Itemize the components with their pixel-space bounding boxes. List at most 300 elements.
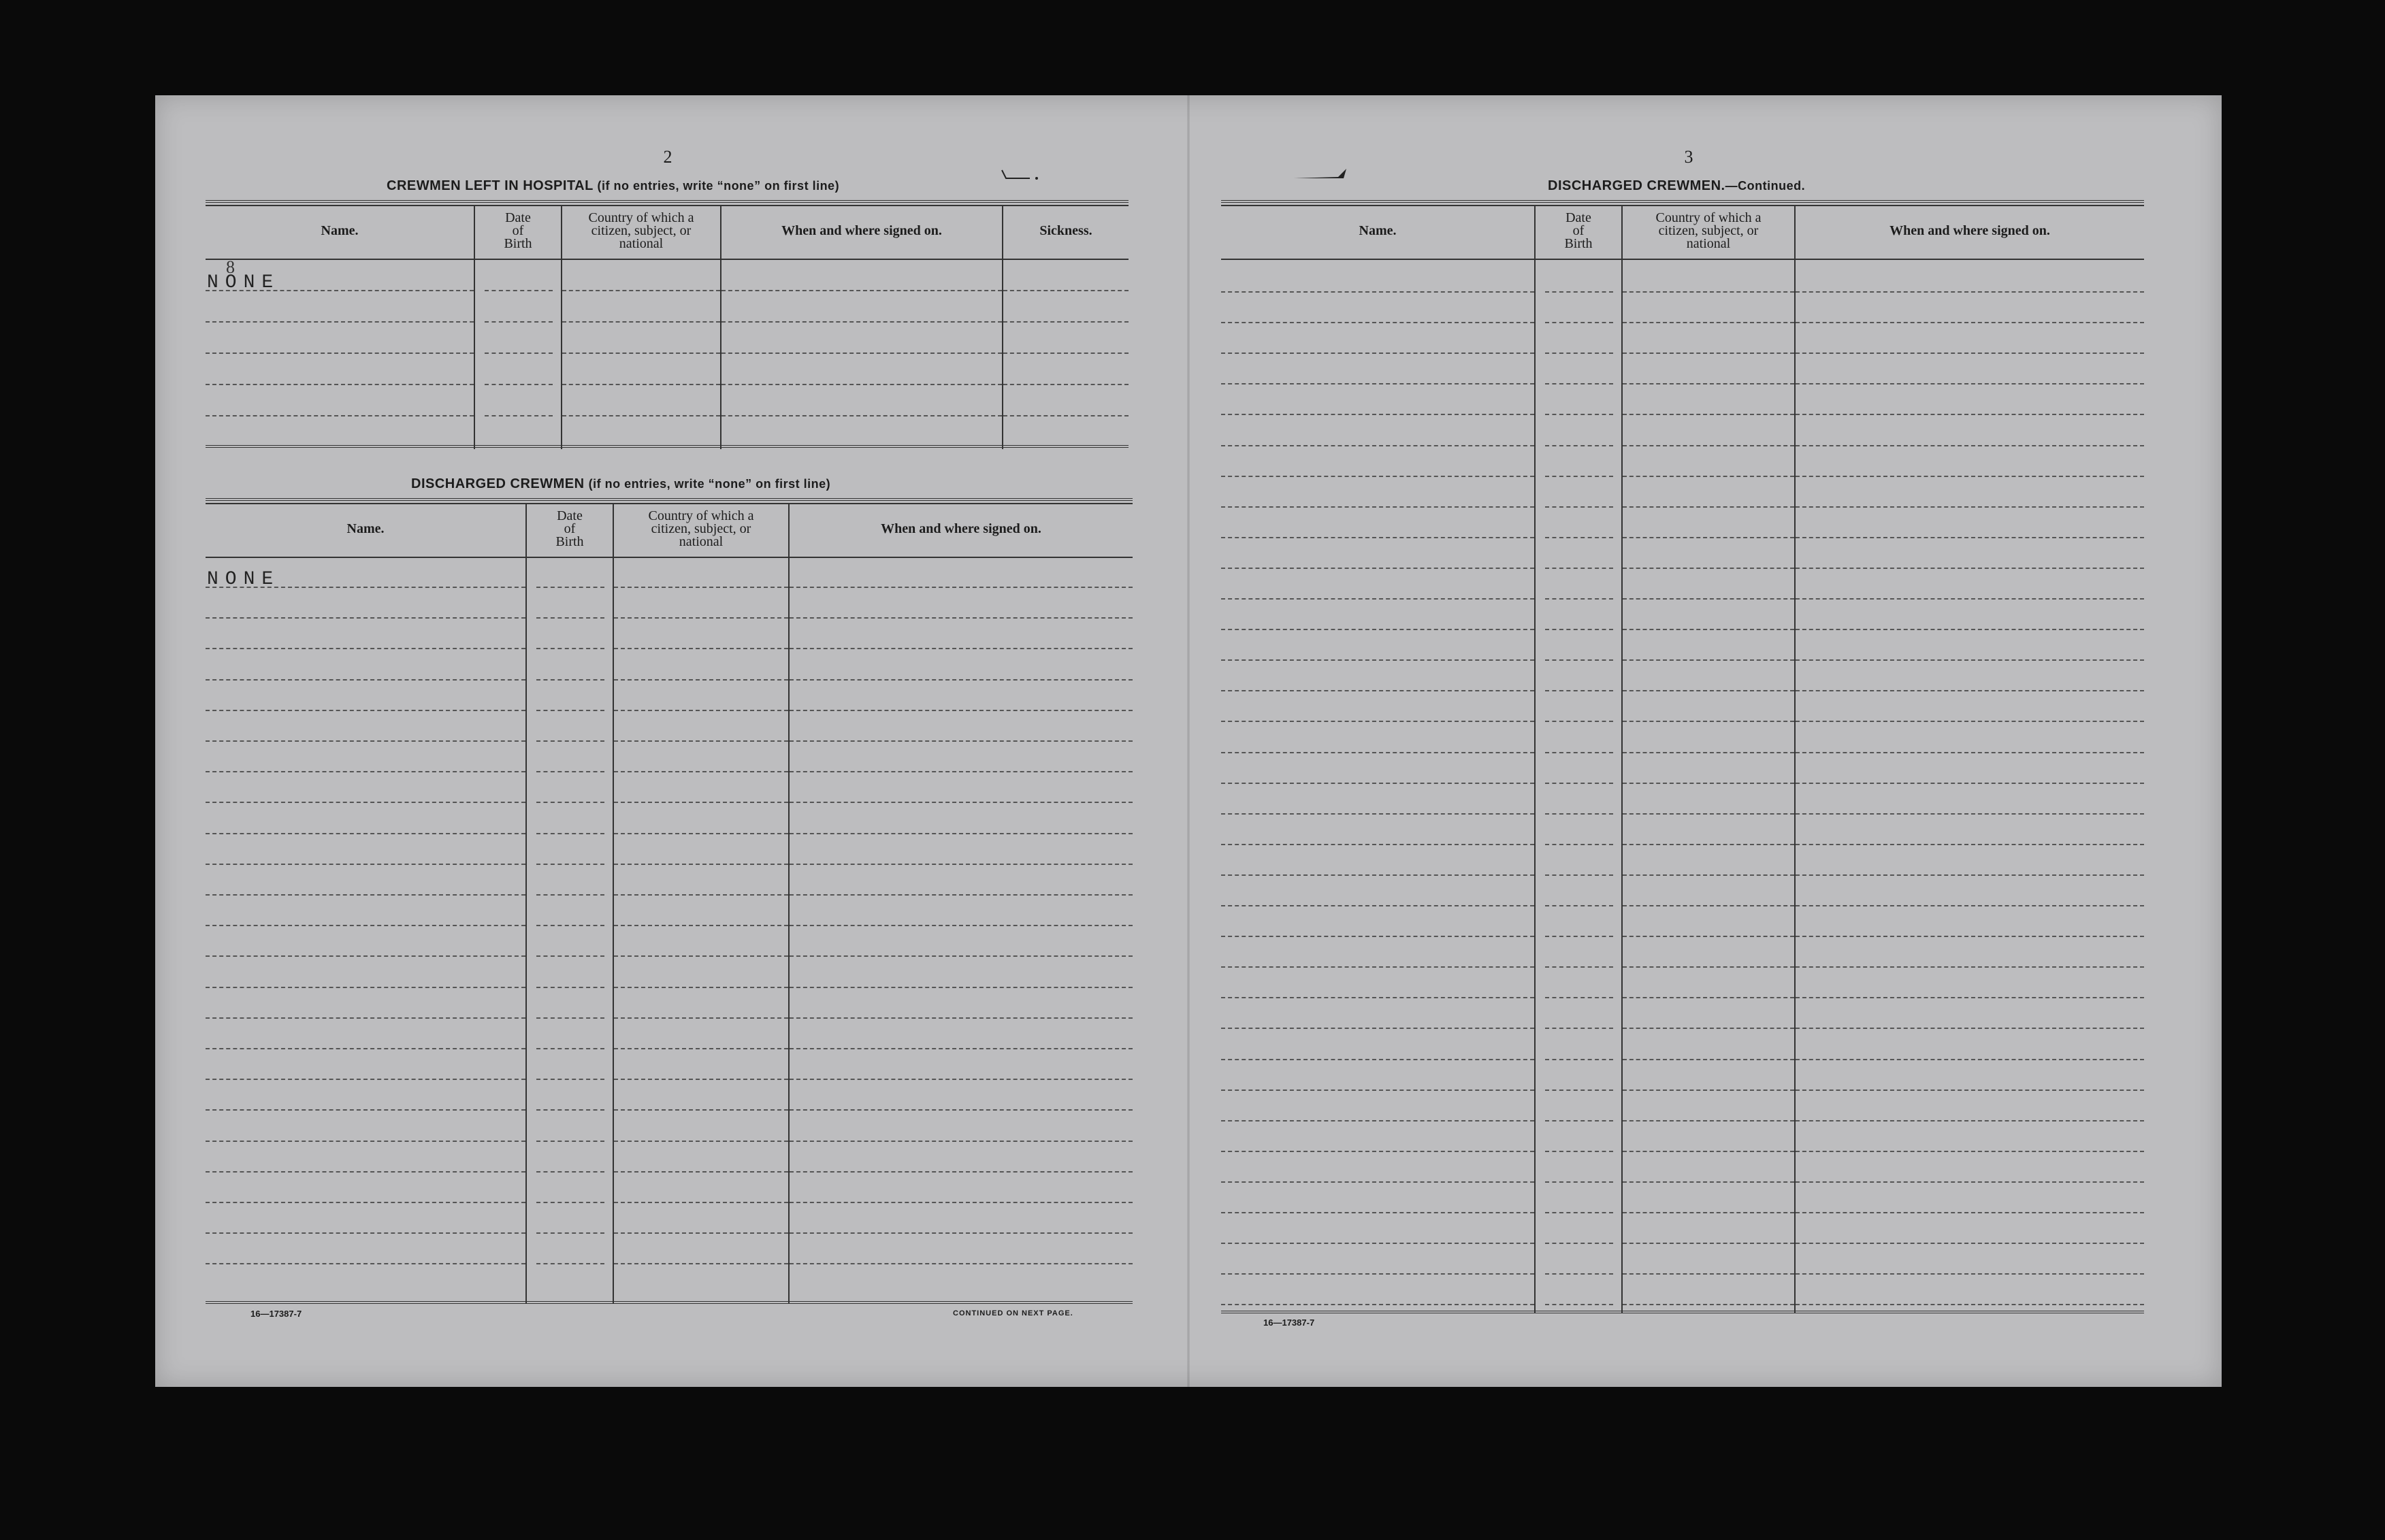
- row-rule: [1545, 476, 1613, 477]
- row-rule: [1796, 874, 2144, 876]
- hospital-table-header: [206, 203, 1129, 260]
- row-rule: [485, 290, 553, 291]
- row-rule: [206, 1017, 525, 1019]
- row-rule: [1221, 322, 1534, 323]
- row-rule: [536, 925, 604, 926]
- row-rule: [1796, 1028, 2144, 1029]
- row-rule: [536, 648, 604, 649]
- row-rule: [790, 987, 1133, 988]
- row-rule: [1796, 813, 2144, 815]
- row-rule: [1545, 1151, 1613, 1152]
- row-rule: [1003, 290, 1129, 291]
- row-rule: [790, 864, 1133, 865]
- row-rule: [1221, 506, 1534, 508]
- row-rule: [790, 955, 1133, 957]
- col-date-of-birth: Date of Birth: [504, 210, 532, 251]
- row-rule: [1221, 997, 1534, 998]
- discharged-section-title: [411, 476, 830, 492]
- row-rule: [1545, 568, 1613, 569]
- row-rule: [1796, 690, 2144, 691]
- row-rule: [790, 710, 1133, 711]
- row-rule: [1623, 414, 1794, 415]
- row-rule: [562, 290, 720, 291]
- row-rule: [614, 802, 788, 803]
- row-rule: [1796, 1243, 2144, 1244]
- row-rule: [1221, 874, 1534, 876]
- row-rule: [1003, 353, 1129, 354]
- row-rule: [1545, 383, 1613, 384]
- col-date-of-birth: Date of Birth: [1564, 210, 1593, 251]
- row-rule: [1545, 629, 1613, 630]
- row-rule: [1221, 1151, 1534, 1152]
- column-divider: [1534, 206, 1536, 1313]
- row-rule: [1796, 966, 2144, 968]
- row-rule: [1796, 752, 2144, 753]
- row-rule: [536, 679, 604, 681]
- row-rule: [1221, 1243, 1534, 1244]
- row-rule: [1545, 598, 1613, 600]
- row-rule: [790, 1202, 1133, 1203]
- row-rule: [206, 1202, 525, 1203]
- row-rule: [1221, 905, 1534, 906]
- row-rule: [1545, 1243, 1613, 1244]
- row-rule: [536, 1109, 604, 1111]
- row-rule: [1796, 936, 2144, 937]
- row-rule: [1623, 506, 1794, 508]
- row-rule: [1796, 537, 2144, 538]
- row-rule: [206, 587, 525, 588]
- row-rule: [1623, 598, 1794, 600]
- row-rule: [1623, 905, 1794, 906]
- row-rule: [614, 1079, 788, 1080]
- row-rule: [206, 1141, 525, 1142]
- table-bottom-rule: [206, 1301, 1133, 1304]
- row-rule: [1221, 813, 1534, 815]
- row-rule: [1796, 476, 2144, 477]
- col-name: Name.: [321, 223, 359, 238]
- column-divider: [1621, 206, 1623, 1313]
- row-rule: [1623, 568, 1794, 569]
- row-rule: [614, 648, 788, 649]
- page-number: 3: [1684, 147, 1693, 167]
- col-name: Name.: [1359, 223, 1397, 238]
- row-rule: [614, 1202, 788, 1203]
- row-rule: [206, 1263, 525, 1264]
- row-rule: [1796, 1181, 2144, 1183]
- row-rule: [1545, 1273, 1613, 1275]
- row-rule: [206, 771, 525, 772]
- column-divider: [720, 206, 721, 449]
- row-rule: [1623, 445, 1794, 446]
- col-country: Country of which a citizen, subject, or national: [1655, 210, 1762, 251]
- row-rule: [1545, 690, 1613, 691]
- row-rule: [536, 894, 604, 896]
- row-rule: [614, 864, 788, 865]
- row-rule: [721, 384, 1002, 385]
- row-rule: [1545, 783, 1613, 784]
- row-rule: [1623, 874, 1794, 876]
- row-rule: [614, 1171, 788, 1173]
- row-rule: [614, 679, 788, 681]
- row-rule: [1796, 1151, 2144, 1152]
- row-rule: [1796, 353, 2144, 354]
- row-rule: [1545, 1120, 1613, 1121]
- row-rule: [790, 1141, 1133, 1142]
- row-rule: [790, 740, 1133, 742]
- row-rule: [1623, 752, 1794, 753]
- page-number: 2: [663, 147, 672, 167]
- row-rule: [206, 955, 525, 957]
- column-divider: [561, 206, 562, 449]
- row-rule: [1623, 813, 1794, 815]
- row-rule: [536, 1202, 604, 1203]
- row-rule: [1796, 629, 2144, 630]
- row-rule: [562, 321, 720, 323]
- row-rule: [536, 1263, 604, 1264]
- row-rule: [1623, 690, 1794, 691]
- row-rule: [1221, 936, 1534, 937]
- column-divider: [613, 504, 614, 1304]
- row-rule: [1623, 844, 1794, 845]
- row-rule: [1796, 445, 2144, 446]
- row-rule: [614, 987, 788, 988]
- row-rule: [1545, 997, 1613, 998]
- row-rule: [614, 1109, 788, 1111]
- row-rule: [1221, 568, 1534, 569]
- discharged-continued-title-text: DISCHARGED CREWMEN.: [1548, 178, 1725, 193]
- row-rule: [536, 1048, 604, 1049]
- row-rule: [790, 1171, 1133, 1173]
- row-rule: [1796, 1273, 2144, 1275]
- row-rule: [1623, 659, 1794, 661]
- column-divider: [474, 206, 475, 449]
- row-rule: [536, 1079, 604, 1080]
- pen-mark: [1291, 166, 1352, 182]
- row-rule: [790, 1109, 1133, 1111]
- row-rule: [1545, 659, 1613, 661]
- row-rule: [206, 833, 525, 834]
- row-rule: [614, 1017, 788, 1019]
- col-signed-on: When and where signed on.: [781, 223, 942, 238]
- row-rule: [614, 771, 788, 772]
- row-rule: [536, 617, 604, 619]
- row-rule: [790, 771, 1133, 772]
- row-rule: [1796, 905, 2144, 906]
- row-rule: [206, 1171, 525, 1173]
- margin-mark: 8: [226, 257, 235, 277]
- row-rule: [790, 925, 1133, 926]
- row-rule: [1623, 1273, 1794, 1275]
- row-rule: [1221, 844, 1534, 845]
- row-rule: [1221, 414, 1534, 415]
- row-rule: [206, 802, 525, 803]
- row-rule: [206, 740, 525, 742]
- row-rule: [485, 384, 553, 385]
- row-rule: [536, 864, 604, 865]
- row-rule: [1796, 291, 2144, 293]
- row-rule: [1796, 568, 2144, 569]
- row-rule: [1796, 506, 2144, 508]
- continued-label: —Continued.: [1725, 179, 1806, 193]
- row-rule: [206, 679, 525, 681]
- row-rule: [614, 1263, 788, 1264]
- row-rule: [206, 321, 474, 323]
- row-rule: [206, 648, 525, 649]
- column-divider: [1002, 206, 1003, 449]
- row-rule: [1221, 752, 1534, 753]
- row-rule: [1221, 1028, 1534, 1029]
- row-rule: [1796, 414, 2144, 415]
- col-signed-on: When and where signed on.: [1889, 223, 2050, 238]
- row-rule: [206, 864, 525, 865]
- column-divider: [525, 504, 527, 1304]
- column-divider: [1794, 206, 1796, 1313]
- row-rule: [1221, 1090, 1534, 1091]
- row-rule: [206, 415, 474, 416]
- row-rule: [1221, 1212, 1534, 1213]
- row-rule: [614, 617, 788, 619]
- row-rule: [614, 710, 788, 711]
- row-rule: [1796, 659, 2144, 661]
- row-rule: [614, 1141, 788, 1142]
- row-rule: [1545, 844, 1613, 845]
- continued-note: CONTINUED ON NEXT PAGE.: [953, 1309, 1073, 1317]
- row-rule: [1545, 874, 1613, 876]
- row-rule: [1545, 1090, 1613, 1091]
- row-rule: [1545, 353, 1613, 354]
- row-rule: [1545, 721, 1613, 722]
- row-rule: [1221, 966, 1534, 968]
- row-rule: [1545, 966, 1613, 968]
- hospital-title-instructions: (if no entries, write “none” on first line): [597, 179, 840, 193]
- row-rule: [1623, 997, 1794, 998]
- row-rule: [721, 321, 1002, 323]
- row-rule: [721, 353, 1002, 354]
- discharged-continued-table: [1221, 200, 2144, 1421]
- row-rule: [1545, 445, 1613, 446]
- hospital-title-text: CREWMEN LEFT IN HOSPITAL: [387, 178, 594, 193]
- row-rule: [206, 353, 474, 354]
- row-rule: [1623, 1059, 1794, 1060]
- row-rule: [1796, 1212, 2144, 1213]
- col-signed-on: When and where signed on.: [881, 521, 1041, 536]
- row-rule: [790, 617, 1133, 619]
- row-rule: [1221, 1304, 1534, 1305]
- row-rule: [536, 802, 604, 803]
- row-rule: [536, 1141, 604, 1142]
- row-rule: [1221, 383, 1534, 384]
- row-rule: [790, 1048, 1133, 1049]
- row-rule: [1221, 476, 1534, 477]
- row-rule: [485, 353, 553, 354]
- row-rule: [562, 353, 720, 354]
- row-rule: [536, 710, 604, 711]
- row-rule: [1545, 1304, 1613, 1305]
- row-rule: [1623, 936, 1794, 937]
- discharged-continued-title: [1548, 178, 1805, 194]
- row-rule: [206, 1109, 525, 1111]
- row-rule: [536, 740, 604, 742]
- row-rule: [1545, 1028, 1613, 1029]
- row-rule: [1796, 1059, 2144, 1060]
- column-divider: [788, 504, 790, 1304]
- row-rule: [1545, 936, 1613, 937]
- table-bottom-rule: [1221, 1311, 2144, 1313]
- row-rule: [1796, 1090, 2144, 1091]
- col-country: Country of which a citizen, subject, or national: [648, 508, 754, 549]
- row-rule: [536, 833, 604, 834]
- row-rule: [1221, 598, 1534, 600]
- row-rule: [1221, 353, 1534, 354]
- row-rule: [1623, 1212, 1794, 1213]
- row-rule: [721, 415, 1002, 416]
- row-rule: [1221, 445, 1534, 446]
- discharged-title-text: DISCHARGED CREWMEN: [411, 476, 585, 491]
- row-rule: [1623, 783, 1794, 784]
- row-rule: [614, 1048, 788, 1049]
- row-rule: [790, 679, 1133, 681]
- row-rule: [614, 1232, 788, 1234]
- row-rule: [562, 415, 720, 416]
- row-rule: [790, 1232, 1133, 1234]
- row-rule: [790, 833, 1133, 834]
- row-rule: [1623, 721, 1794, 722]
- row-rule: [1003, 321, 1129, 323]
- row-rule: [614, 894, 788, 896]
- row-rule: [1623, 322, 1794, 323]
- row-rule: [536, 1232, 604, 1234]
- row-rule: [1221, 1120, 1534, 1121]
- hospital-section-title: [387, 178, 839, 194]
- row-rule: [1545, 414, 1613, 415]
- col-date-of-birth: Date of Birth: [555, 508, 584, 549]
- discharged-first-entry: NONE: [207, 569, 280, 590]
- row-rule: [790, 587, 1133, 588]
- row-rule: [1623, 1120, 1794, 1121]
- row-rule: [1623, 966, 1794, 968]
- row-rule: [206, 290, 474, 291]
- form-number: 16—17387-7: [250, 1309, 302, 1319]
- row-rule: [1221, 629, 1534, 630]
- discharged-continued-header: [1221, 203, 2144, 260]
- row-rule: [790, 1263, 1133, 1264]
- col-sickness: Sickness.: [1039, 223, 1092, 238]
- row-rule: [790, 894, 1133, 896]
- table-bottom-rule: [206, 445, 1129, 448]
- row-rule: [536, 955, 604, 957]
- row-rule: [1545, 905, 1613, 906]
- row-rule: [1623, 476, 1794, 477]
- row-rule: [1796, 997, 2144, 998]
- row-rule: [206, 617, 525, 619]
- row-rule: [206, 1232, 525, 1234]
- row-rule: [1623, 1243, 1794, 1244]
- col-name: Name.: [346, 521, 385, 536]
- row-rule: [536, 771, 604, 772]
- row-rule: [536, 1017, 604, 1019]
- row-rule: [1545, 506, 1613, 508]
- row-rule: [206, 1079, 525, 1080]
- row-rule: [1545, 752, 1613, 753]
- row-rule: [1545, 537, 1613, 538]
- row-rule: [790, 1017, 1133, 1019]
- row-rule: [1796, 721, 2144, 722]
- row-rule: [1623, 383, 1794, 384]
- row-rule: [1623, 1151, 1794, 1152]
- row-rule: [1221, 537, 1534, 538]
- form-number: 16—17387-7: [1263, 1317, 1315, 1328]
- row-rule: [1796, 598, 2144, 600]
- row-rule: [1796, 322, 2144, 323]
- row-rule: [1623, 1181, 1794, 1183]
- right-page: [1188, 95, 2222, 1387]
- row-rule: [206, 710, 525, 711]
- document-sheet: [155, 95, 2222, 1387]
- row-rule: [1623, 537, 1794, 538]
- row-rule: [1221, 1181, 1534, 1183]
- row-rule: [1796, 1120, 2144, 1121]
- row-rule: [1221, 783, 1534, 784]
- row-rule: [536, 587, 604, 588]
- row-rule: [536, 1171, 604, 1173]
- left-page: [155, 95, 1188, 1387]
- row-rule: [562, 384, 720, 385]
- row-rule: [1623, 291, 1794, 293]
- hospital-table: [206, 200, 1129, 448]
- row-rule: [206, 925, 525, 926]
- row-rule: [614, 955, 788, 957]
- row-rule: [1221, 659, 1534, 661]
- row-rule: [790, 1079, 1133, 1080]
- row-rule: [1623, 1028, 1794, 1029]
- row-rule: [536, 987, 604, 988]
- row-rule: [614, 833, 788, 834]
- row-rule: [1221, 721, 1534, 722]
- row-rule: [721, 290, 1002, 291]
- row-rule: [1796, 844, 2144, 845]
- pen-mark: [999, 169, 1040, 181]
- row-rule: [1545, 813, 1613, 815]
- hospital-first-entry: NONE: [207, 272, 280, 293]
- discharged-title-instructions: (if no entries, write “none” on first line): [588, 477, 831, 491]
- row-rule: [206, 987, 525, 988]
- col-country: Country of which a citizen, subject, or national: [588, 210, 694, 251]
- row-rule: [1545, 1181, 1613, 1183]
- row-rule: [1221, 291, 1534, 293]
- row-rule: [1545, 1059, 1613, 1060]
- row-rule: [1003, 415, 1129, 416]
- row-rule: [1003, 384, 1129, 385]
- discharged-table: [206, 498, 1133, 1403]
- row-rule: [1623, 353, 1794, 354]
- row-rule: [1221, 1273, 1534, 1275]
- row-rule: [1545, 322, 1613, 323]
- row-rule: [614, 740, 788, 742]
- row-rule: [1796, 1304, 2144, 1305]
- row-rule: [1796, 383, 2144, 384]
- row-rule: [790, 648, 1133, 649]
- row-rule: [1623, 629, 1794, 630]
- row-rule: [1623, 1304, 1794, 1305]
- row-rule: [1221, 1059, 1534, 1060]
- row-rule: [614, 587, 788, 588]
- row-rule: [206, 1048, 525, 1049]
- row-rule: [614, 925, 788, 926]
- row-rule: [1796, 783, 2144, 784]
- row-rule: [1545, 291, 1613, 293]
- row-rule: [1545, 1212, 1613, 1213]
- row-rule: [485, 415, 553, 416]
